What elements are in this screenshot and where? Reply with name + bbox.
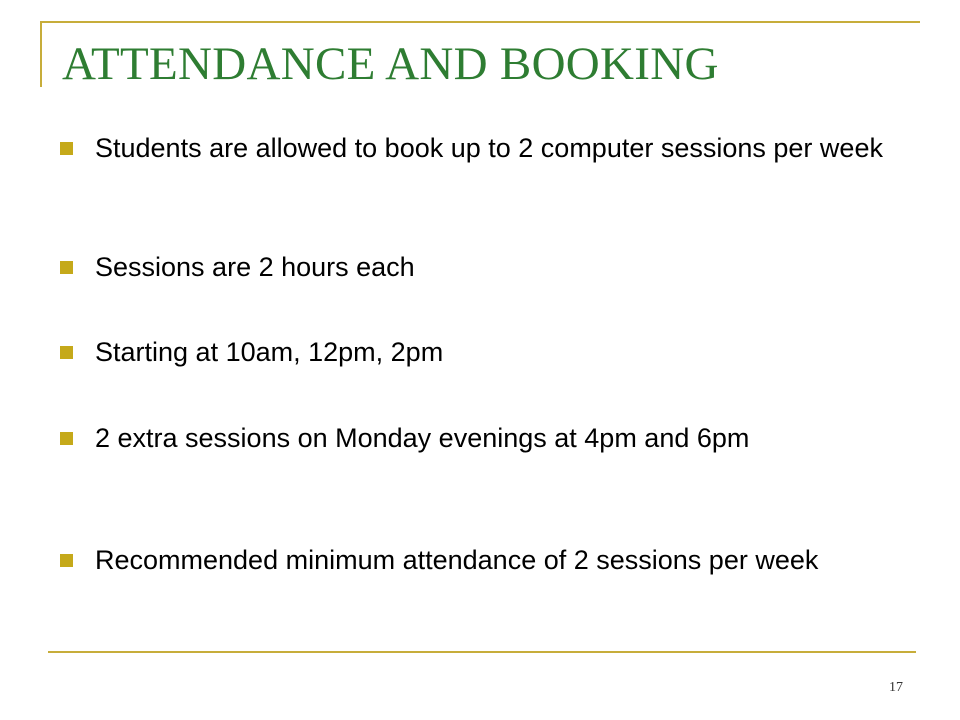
bullet-text: Sessions are 2 hours each [95, 252, 415, 282]
bullet-text: Starting at 10am, 12pm, 2pm [95, 337, 444, 367]
left-rule [40, 21, 42, 87]
bottom-rule [48, 651, 916, 653]
bullet-text: 2 extra sessions on Monday evenings at 4pm and 6pm [95, 423, 750, 453]
page-number: 17 [889, 680, 903, 695]
top-rule [40, 21, 920, 23]
square-bullet-icon [60, 432, 73, 445]
bullet-text: Students are allowed to book up to 2 computer sessions per week [95, 133, 883, 163]
square-bullet-icon [60, 261, 73, 274]
square-bullet-icon [60, 554, 73, 567]
bullet-text: Recommended minimum attendance of 2 sessions per week [95, 545, 819, 575]
square-bullet-icon [60, 142, 73, 155]
slide-title: ATTENDANCE AND BOOKING [62, 38, 719, 90]
square-bullet-icon [60, 346, 73, 359]
